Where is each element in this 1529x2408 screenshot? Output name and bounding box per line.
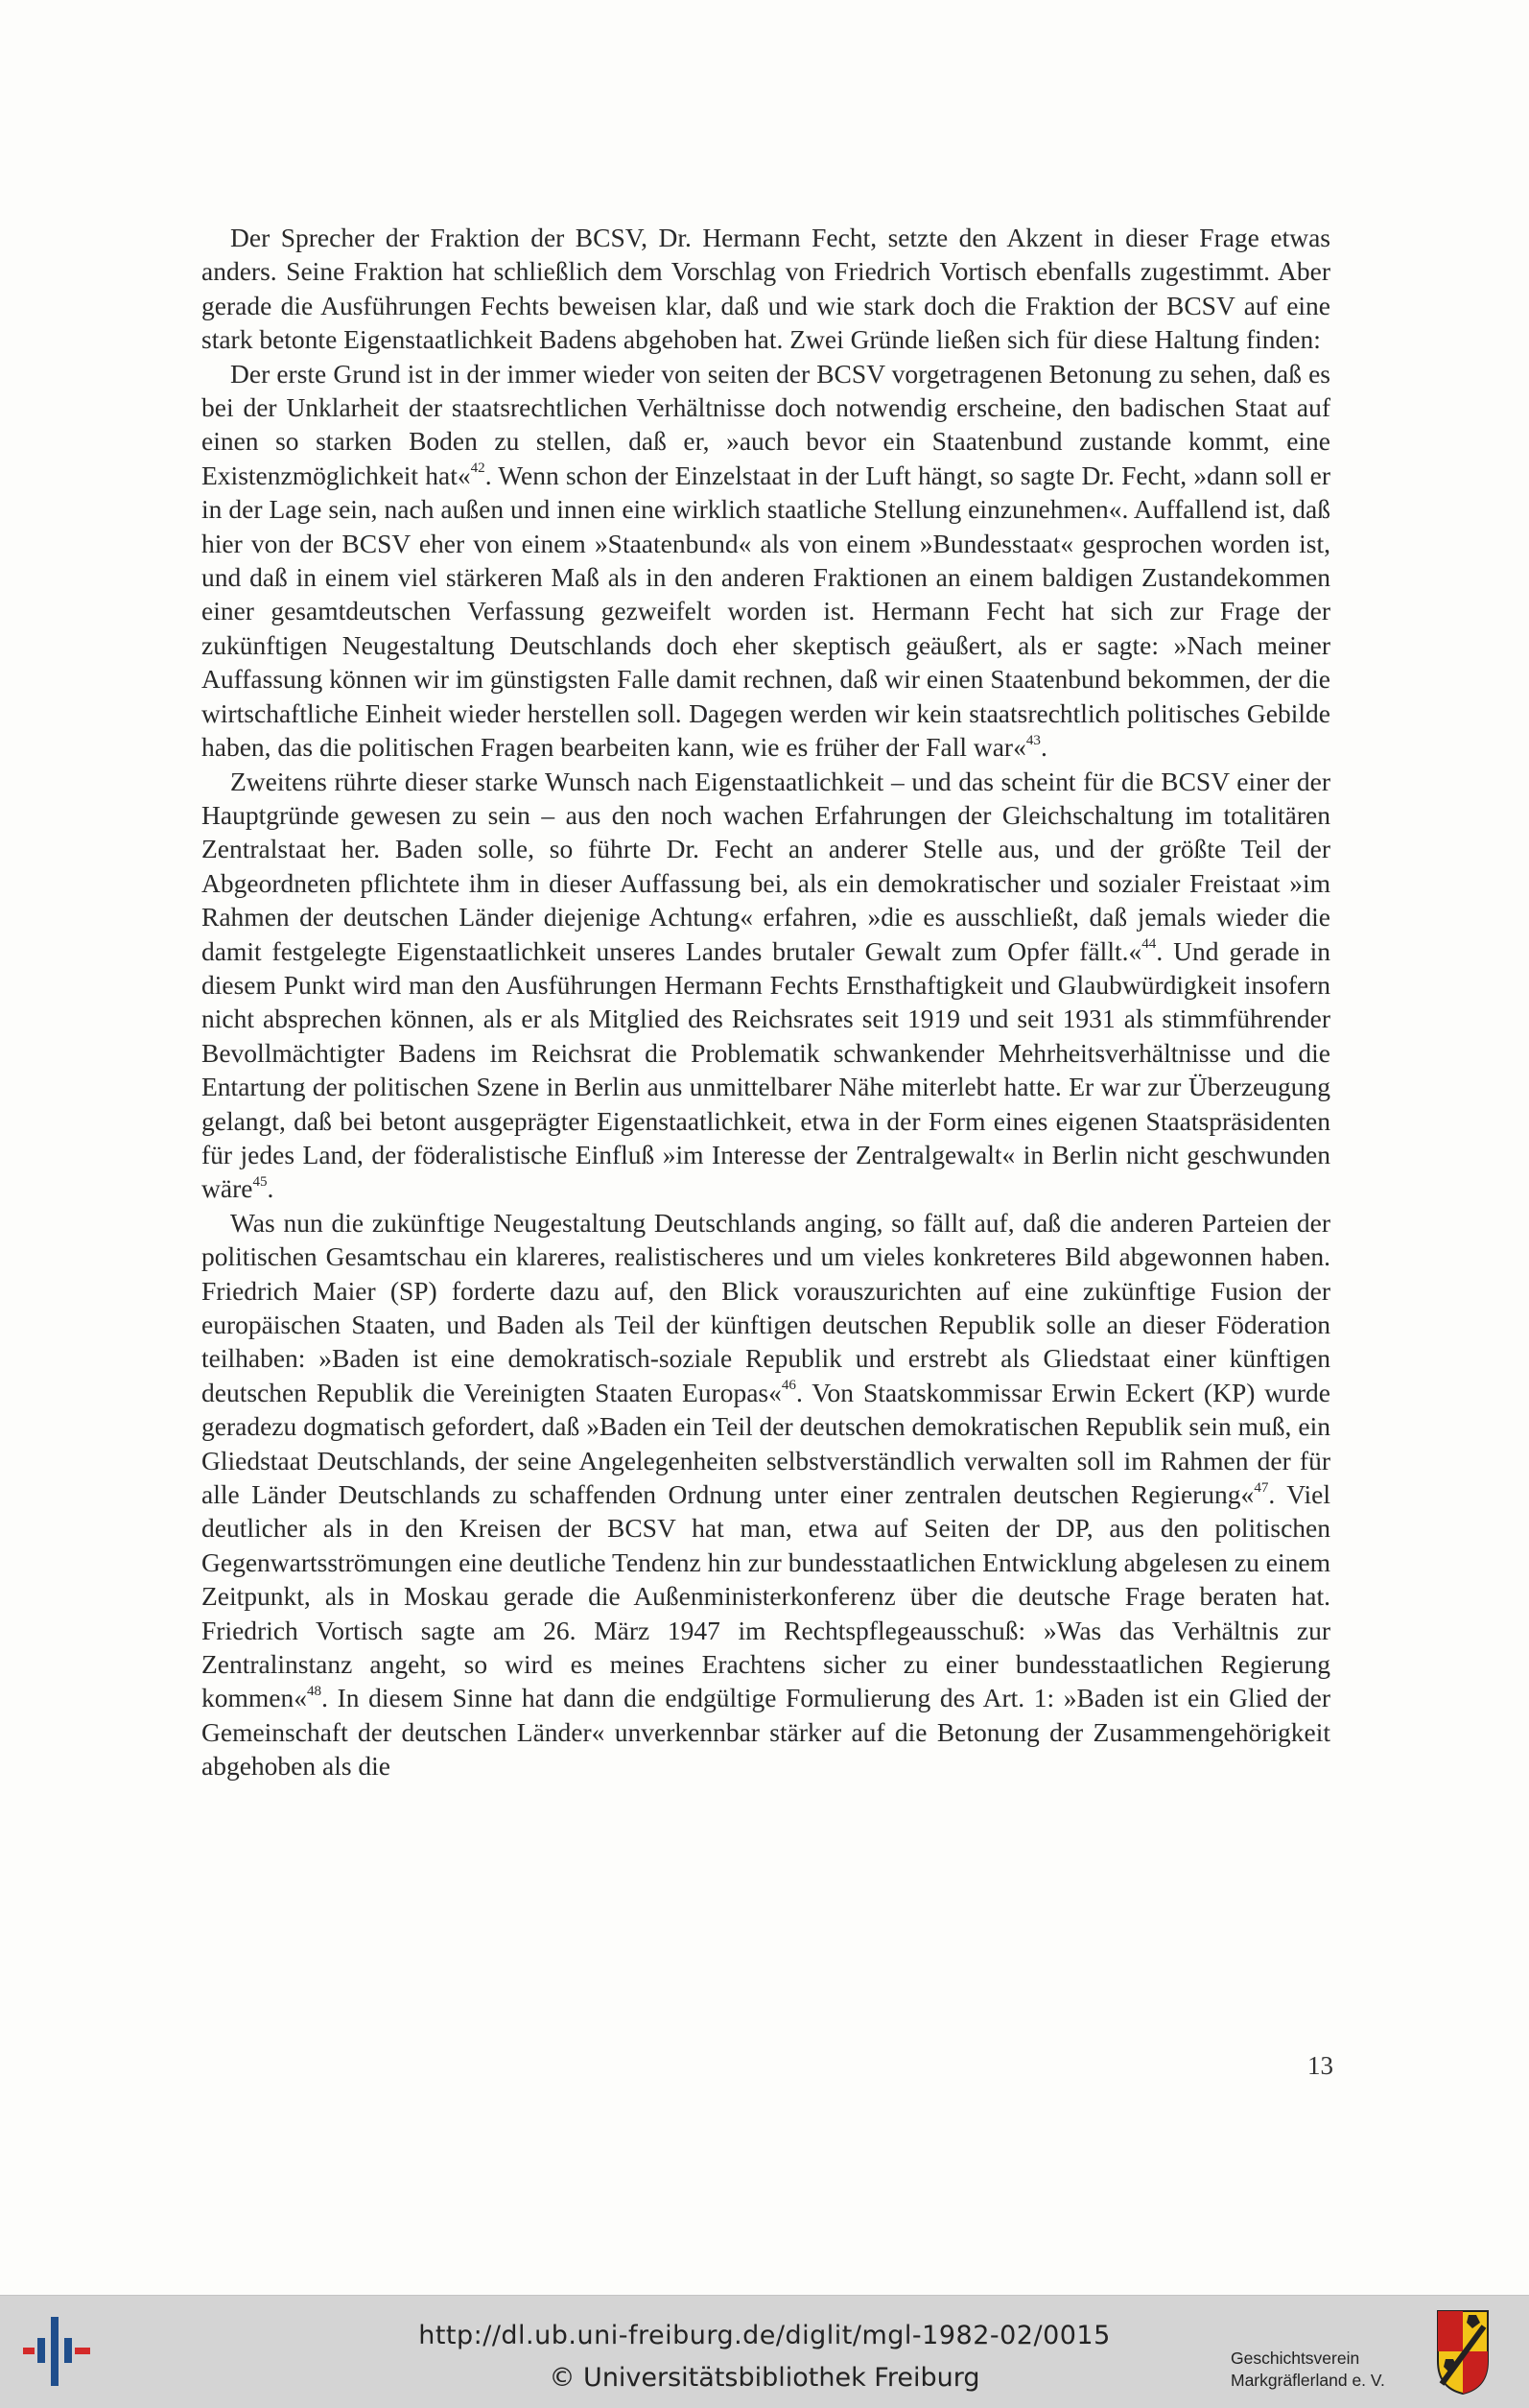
society-name <box>1231 2348 1442 2392</box>
paragraph-text: . <box>1040 732 1047 763</box>
paragraph-text: Was nun die zukünftige Neugestaltung Deutschlands anging, so fällt auf, daß die anderen Parteien der politischen Gesamtschau ein klareres, realistischeres und um vieles konkreteres Bild abgewonnen haben. Friedrich Maier (SP) forderte dazu auf, den Blick vorauszurichten auf eine zukünftige Fusion der europäischen Staaten, und Baden als Teil der künftigen deutschen Republik solle an dieser Föderation teilhaben: »Baden ist eine demokratisch-soziale Republik und erstrebt als Gliedstaat einer künftigen deutschen Republik die Vereinigten Staaten Europas« <box>201 1207 1330 1407</box>
society-name-line2: Markgräflerland e. V. <box>1231 2371 1385 2390</box>
page-number: 13 <box>1307 2051 1333 2080</box>
footnote-ref: 44 <box>1141 936 1157 953</box>
footnote-ref: 48 <box>307 1684 322 1700</box>
paragraph-text: . Und gerade in diesem Punkt wird man den Ausführungen Hermann Fechts Ernsthaftigkeit und Glaubwürdigkeit insofern nicht absprechen können, als er als Mitglied des Reichsrates seit 1919 und seit 1931 als stimmführender Bevollmächtigter Badens im Reichsrat die Problematik schwankender Mehrheitsverhältnisse und die Entartung der politischen Szene in Berlin aus unmittelbarer Nähe miterlebt hatte. Er war zur Überzeugung gelangt, daß bei betont ausgeprägter Eigenstaatlichkeit, etwa in der Form eines eigenen Staatspräsidenten für jedes Land, der föderalistische Einfluß »im Interesse der Zentralgewalt« in Berlin nicht geschwunden wäre <box>201 935 1330 1204</box>
paragraph-text: . Von Staatskommissar Erwin Eckert (KP) wurde geradezu dogmatisch gefordert, daß »Baden ein Teil der deutschen demokratischen Republik sein muß, ein Gliedstaat Deutschlands, der seine Angelegenheiten selbstverständlich verwalten soll im Rahmen der für alle Länder Deutschlands zu schaffenden Ordnung unter einer zentralen deutschen Regierung« <box>201 1377 1331 1510</box>
paragraph-text: . Wenn schon der Einzelstaat in der Luft hängt, so sagte Dr. Fecht, »dann soll er in der Lage sein, nach außen und innen eine wirklich staatliche Stellung einzunehmen«. Auffallend ist, daß hier von der BCSV eher von einem »Staatenbund« als von einem »Bundesstaat« gesprochen worden ist, und daß in einem viel stärkeren Maß als in den anderen Fraktionen an einem baldigen Zustandekommen einer gesamtdeutschen Verfassung gezweifelt worden ist. Hermann Fecht hat sich zur Frage der zukünftigen Neugestaltung Deutschlands doch eher skeptisch geäußert, als er sagte: »Nach meiner Auffassung können wir im günstigsten Falle damit rechnen, daß wir einen Staatenbund bekommen, der die wirtschaftliche Einheit wieder herstellen soll. Dagegen werden wir kein staatsrechtlich politisches Gebilde haben, das die politischen Fragen bearbeiten kann, wie es früher der Fall war« <box>201 460 1330 763</box>
paragraph <box>201 221 1330 357</box>
society-name-line1: Geschichtsverein <box>1231 2349 1360 2368</box>
footnote-ref: 45 <box>252 1173 268 1190</box>
paragraph-text: Der erste Grund ist in der immer wieder von seiten der BCSV vorgetragenen Betonung zu sehen, daß es bei der Unklarheit der staatsrechtlichen Verhältnisse doch notwendig erscheine, den badischen Staat auf einen so starken Boden zu stellen, daß er, »auch bevor ein Staatenbund zustande kommt, eine Existenzmöglichkeit hat« <box>201 358 1330 490</box>
footnote-ref: 47 <box>1254 1479 1269 1496</box>
footnote-ref: 42 <box>470 460 485 477</box>
paragraph <box>201 357 1330 765</box>
paragraph-text: . <box>267 1173 274 1204</box>
coat-of-arms-icon <box>1434 2307 1492 2396</box>
paragraph-text: . Viel deutlicher als in den Kreisen der BCSV hat man, etwa auf Seiten der DP, aus den politischen Gegenwartsströmungen eine deutliche Tendenz hin zur bundesstaatlichen Entwicklung abgelesen zu einem Zeitpunkt, als in Moskau gerade die Außenministerkonferenz über die deutsche Frage beraten hat. Friedrich Vortisch sagte am 26. März 1947 im Rechtspflegeausschuß: »Was das Verhältnis zur Zentralinstanz angeht, so wird es meines Erachtens sicher zu einer bundesstaatlichen Regierung kommen« <box>201 1479 1330 1713</box>
paragraph <box>201 1206 1330 1783</box>
document-url-link[interactable]: http://dl.ub.uni-freiburg.de/diglit/mgl-1982-02/0015 <box>418 2321 1111 2350</box>
copyright-text: © Universitätsbibliothek Freiburg <box>549 2363 980 2393</box>
paragraph <box>201 765 1330 1206</box>
paragraph-text: . In diesem Sinne hat dann die endgültige Formulierung des Art. 1: »Baden ist ein Glied der Gemeinschaft der deutschen Länder« unverkennbar stärker auf die Betonung der Zusammengehörigkeit abgehoben als die <box>201 1683 1330 1782</box>
viewer-footer <box>0 2295 1529 2408</box>
paragraph-text: Zweitens rührte dieser starke Wunsch nach Eigenstaatlichkeit – und das scheint für die BCSV einer der Hauptgründe gewesen zu sein – aus den noch wachen Erfahrungen der Gleichschaltung im totalitären Zentralstaat her. Baden solle, so führte Dr. Fecht an anderer Stelle aus, und der größte Teil der Abgeordneten pflichtete ihm in dieser Auffassung bei, als ein demokratischer und sozialer Freistaat »im Rahmen der deutschen Länder diejenige Achtung« erfahren, »die es ausschließt, daß jemals wieder die damit festgelegte Eigenstaatlichkeit unseres Landes brutaler Gewalt zum Opfer fällt.« <box>201 766 1330 966</box>
footnote-ref: 46 <box>781 1378 796 1394</box>
footnote-ref: 43 <box>1025 732 1041 748</box>
paragraph-text: Der Sprecher der Fraktion der BCSV, Dr. Hermann Fecht, setzte den Akzent in dieser Frage etwas anders. Seine Fraktion hat schließlich dem Vorschlag von Friedrich Vortisch ebenfalls zugestimmt. Aber gerade die Ausführungen Fechts beweisen klar, daß und wie stark doch die Fraktion der BCSV auf eine stark betonte Eigenstaatlichkeit Badens abgehoben hat. Zwei Gründe ließen sich für diese Haltung finden: <box>201 223 1330 355</box>
body-text <box>201 221 1330 1783</box>
